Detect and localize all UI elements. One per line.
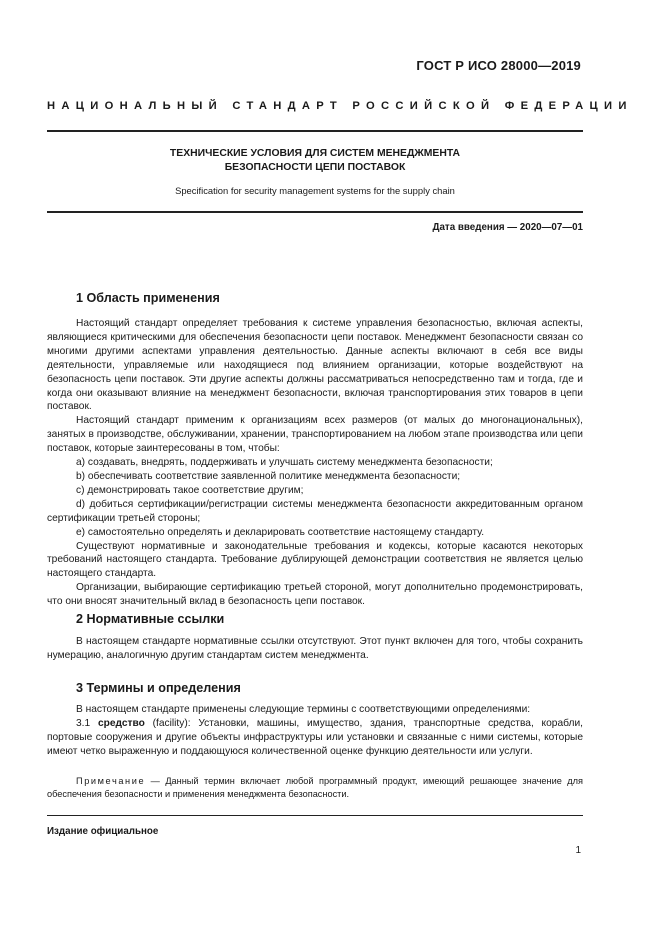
page-number: 1 [575,845,581,856]
edition-label: Издание официальное [47,826,159,837]
note-label: Примечание [76,776,146,786]
note [47,775,583,801]
national-standard-banner: НАЦИОНАЛЬНЫЙ СТАНДАРТ РОССИЙСКОЙ ФЕДЕРАЦИИ [47,100,633,112]
note-block [47,775,583,801]
document-title [47,147,583,175]
section-3-body [47,703,583,759]
term-number: 3.1 [76,717,91,729]
list-item: d) добиться сертификации/регистрации системы менеджмента безопасности аккредитованным органом сертификации третьей стороны; [47,498,583,524]
title-line-1: ТЕХНИЧЕСКИЕ УСЛОВИЯ ДЛЯ СИСТЕМ МЕНЕДЖМЕНТА [169,148,461,159]
term-definition-text: Установки, машины, имущество, здания, транспортные средства, корабли, портовые сооружения и другие объекты инфраструктуры или установки и связанные с ними системы, которые имеют четко выраженную и поддающуюся количественной оценке функцию деятельности или услуги. [47,717,583,757]
list-item: e) самостоятельно определять и декларировать соответствие настоящему стандарту. [76,526,485,538]
term-definition [47,717,583,759]
paragraph: В настоящем стандарте применены следующие термины с соответствующими определениями: [76,704,531,715]
section-1-body [47,317,583,609]
footer-divider [47,815,583,816]
top-divider [47,130,583,132]
title-line-2: БЕЗОПАСНОСТИ ЦЕПИ ПОСТАВОК [224,162,406,173]
list-item: a) создавать, внедрять, поддерживать и улучшать систему менеджмента безопасности; [76,457,493,469]
english-title: Specification for security management systems for the supply chain [175,185,455,196]
paragraph: В настоящем стандарте нормативные ссылки отсутствуют. Этот пункт включен для того, чтобы сохранить нумерацию, аналогичную другим стандартам систем менеджмента. [47,636,583,661]
paragraph: Организации, выбирающие сертификацию третьей стороной, могут дополнительно продемонстрировать, что они вносят значительный вклад в безопасность цепи поставок. [47,582,583,608]
note-text: — Данный термин включает любой программный продукт, имеющий решающее значение для обеспечения безопасности и применения менеджмента безопасности. [47,776,583,799]
introduction-date: Дата введения — 2020—07—01 [432,222,583,233]
section-3-heading: 3 Термины и определения [76,681,241,695]
list-item: b) обеспечивать соответствие заявленной политике менеджмента безопасности; [76,470,461,482]
paragraph: Настоящий стандарт применим к организациям всех размеров (от малых до многонациональных), занятых в производстве, обслуживании, хранении, транспортированием на любом этапе производства или цепи поставок, которые заинтересованы в том, чтобы: [47,415,583,455]
list-item: c) демонстрировать такое соответствие другим; [76,484,304,496]
term-english: (facility): [152,717,191,729]
section-2-heading: 2 Нормативные ссылки [76,612,225,626]
paragraph: Настоящий стандарт определяет требования к системе управления безопасностью, включая аспекты, являющиеся критическими для обеспечения безопасности цепи поставок. Менеджмент безопасности связан со многими другими аспектами управления деятельностью. Данные аспекты включают в себя все виды деятельности, управляемые или находящиеся под влиянием организации, которые воздействуют на безопасность цепи поставок. Эти другие аспекты должны рассматриваться непосредственно там и тогда, где и когда они оказывают влияние на менеджмент безопасности, включая транспортирования этих товаров в цепи поставок. [47,318,583,413]
term-name: средство [97,717,145,729]
paragraph: Существуют нормативные и законодательные требования и кодексы, которые касаются некоторых требований настоящего стандарта. Требование дублирующей демонстрации соответствия не является целью настоящего стандарта. [47,540,583,580]
document-id: ГОСТ Р ИСО 28000—2019 [416,58,581,73]
section-1-heading: 1 Область применения [76,291,220,305]
title-divider [47,211,583,213]
section-2-body [47,635,583,663]
